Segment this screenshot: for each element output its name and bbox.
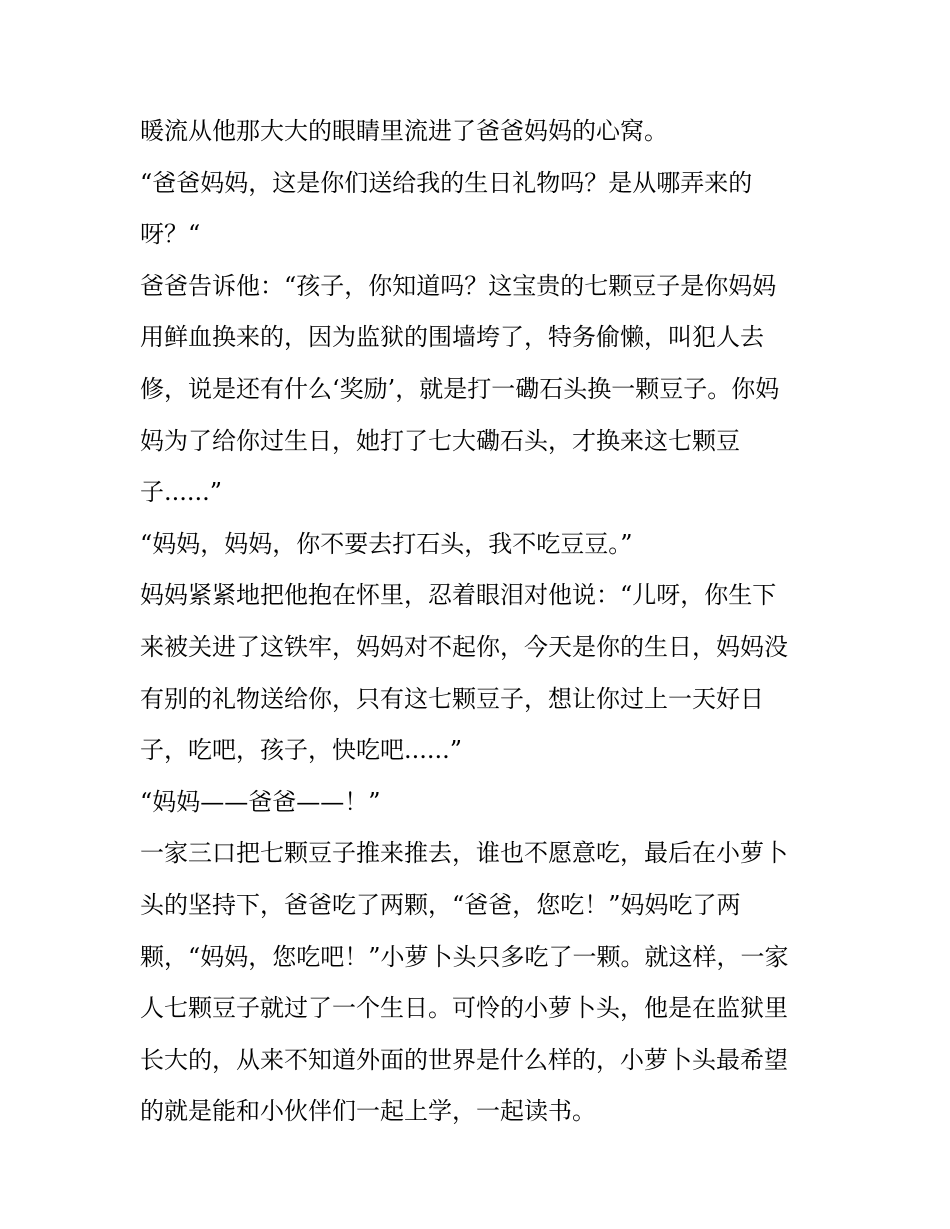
text-line: 来被关进了这铁牢，妈妈对不起你，今天是你的生日，妈妈没 [140,632,788,661]
text-line: 头的坚持下，爸爸吃了两颗，“爸爸，您吃！”妈妈吃了两 [140,890,741,919]
text-line: 修，说是还有什么‘奖励’，就是打一磡石头换一颗豆子。你妈 [140,374,780,403]
text-line: 颗，“妈妈，您吃吧！”小萝卜头只多吃了一颗。就这样，一家 [140,942,789,971]
text-line: 妈为了给你过生日，她打了七大磡石头，才换来这七颗豆 [140,426,740,455]
text-line: 的就是能和小伙伴们一起上学，一起读书。 [140,1097,596,1126]
text-line: 子......” [140,478,223,507]
text-line: “爸爸妈妈，这是你们送给我的生日礼物吗？是从哪弄来的 [140,168,753,197]
text-line: “妈妈，妈妈，你不要去打石头，我不吃豆豆。” [140,529,633,558]
text-line: 爸爸告诉他：“孩子，你知道吗？这宝贵的七颗豆子是你妈妈 [140,271,777,300]
text-line: 妈妈紧紧地把他抱在怀里，忍着眼泪对他说：“儿呀，你生下 [140,581,777,610]
text-line: “妈妈——爸爸——！” [140,787,381,816]
text-line: 子，吃吧，孩子，快吃吧......” [140,736,463,765]
text-line: 一家三口把七颗豆子推来推去，谁也不愿意吃，最后在小萝卜 [140,839,788,868]
text-line: 暖流从他那大大的眼睛里流进了爸爸妈妈的心窝。 [140,117,668,145]
text-line: 人七颗豆子就过了一个生日。可怜的小萝卜头，他是在监狱里 [140,994,788,1023]
text-line: 用鲜血换来的，因为监狱的围墙垮了，特务偷懒，叫犯人去 [140,323,764,352]
story-text [140,106,830,1138]
text-line: 长大的，从来不知道外面的世界是什么样的，小萝卜头最希望 [140,1045,788,1074]
text-line: 有别的礼物送给你，只有这七颗豆子，想让你过上一天好日 [140,684,764,713]
text-line: 呀？“ [140,220,201,249]
